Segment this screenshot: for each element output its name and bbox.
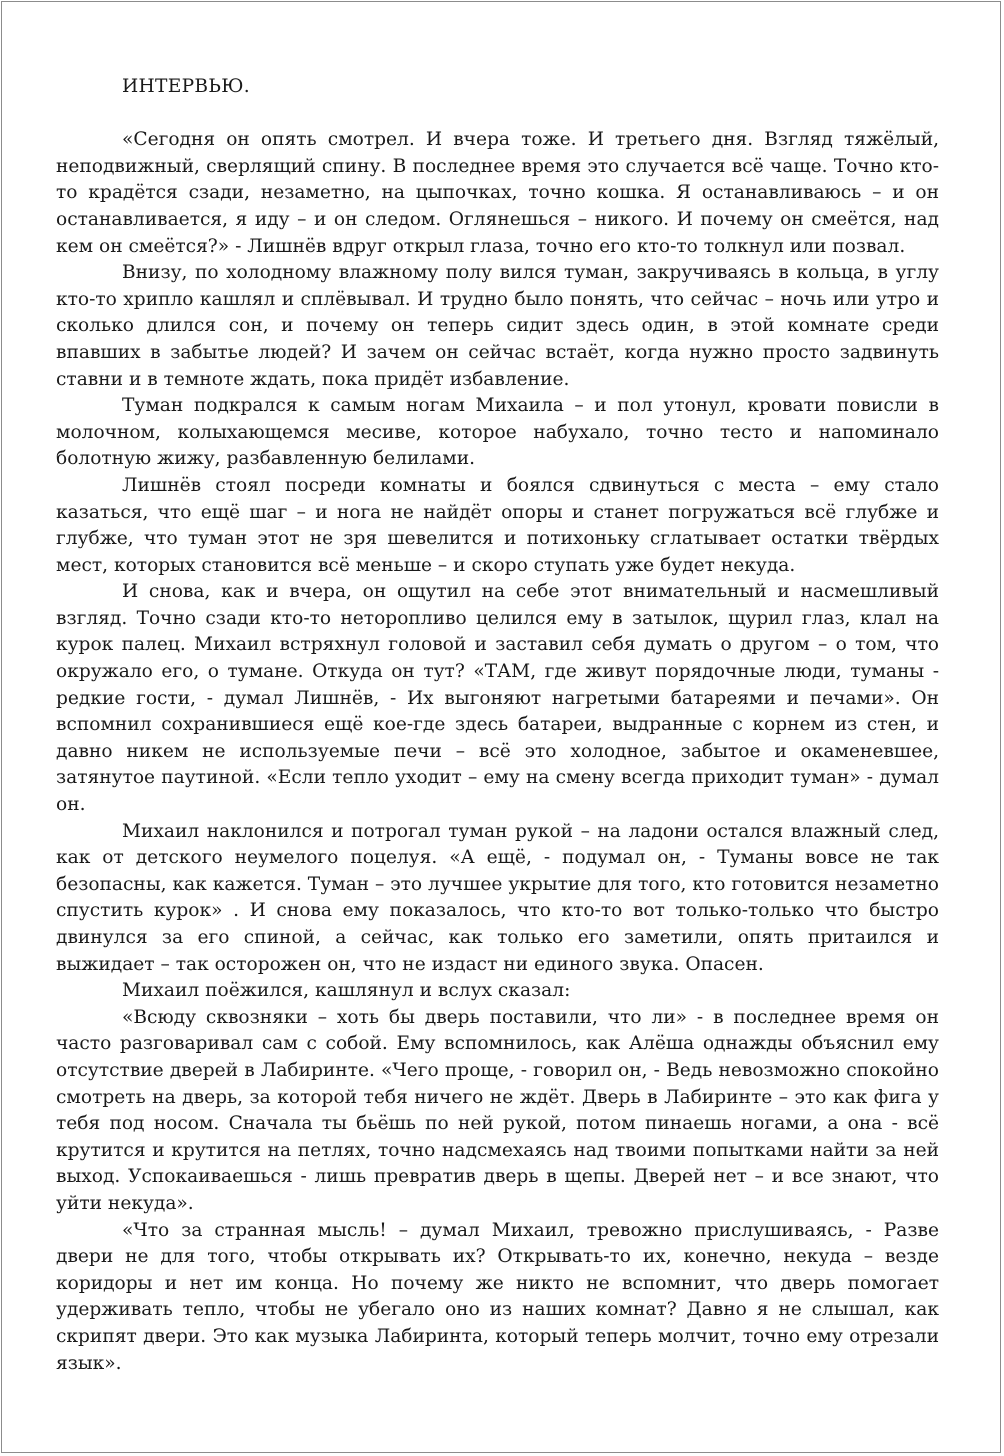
document-page (1, 1, 1001, 1453)
paragraph-8: «Всюду сквозняки – хоть бы дверь поставили, что ли» - в последнее время он часто разговаривал сам с собой. Ему вспомнилось, как Алёша однажды объяснил ему отсутствие дверей в Лабиринте. «Чего проще, - говорил он, - Ведь невозможно спокойно смотреть на дверь, за которой тебя ничего не ждёт. Дверь в Лабиринте – это как фига у тебя под носом. Сначала ты бьёшь по ней рукой, потом пинаешь ногами, а она - всё крутится и крутится на петлях, точно надсмехаясь над твоими попытками найти за ней выход. Успокаиваешься - лишь превратив дверь в щепы. Дверей нет – и все знают, что уйти некуда». (56, 1006, 939, 1214)
title-spacer (56, 101, 939, 128)
paragraph-2: Внизу, по холодному влажному полу вился туман, закручиваясь в кольца, в углу кто-то хрипло кашлял и сплёвывал. И трудно было понять, что сейчас – ночь или утро и сколько длился сон, и почему он теперь сидит здесь один, в этой комнате среди впавших в забытье людей? И зачем он сейчас встаёт, когда нужно просто задвинуть ставни и в темноте ждать, пока придёт избавление. (56, 262, 939, 390)
document-body (56, 74, 939, 1377)
paragraph-4: Лишнёв стоял посреди комнаты и боялся сдвинуться с места – ему стало казаться, что ещё шаг – и нога не найдёт опоры и станет погружаться всё глубже и глубже, что туман этот не зря шевелится и потихоньку сглатывает остатки твёрдых мест, которых становится всё меньше – и скоро ступать уже будет некуда. (56, 474, 939, 576)
paragraph-1: «Сегодня он опять смотрел. И вчера тоже. И третьего дня. Взгляд тяжёлый, неподвижный, сверлящий спину. В последнее время это случается всё чаще. Точно кто-то крадётся сзади, незаметно, на цыпочках, точно кошка. Я останавливаюсь – и он останавливается, я иду – и он следом. Оглянешься – никого. И почему он смеётся, над кем он смеётся?» - Лишнёв вдруг открыл глаза, точно его кто-то толкнул или позвал. (56, 129, 939, 257)
document-title: ИНТЕРВЬЮ. (122, 76, 250, 97)
paragraph-3: Туман подкрался к самым ногам Михаила – и пол утонул, кровати повисли в молочном, колыхающемся месиве, которое набухало, точно тесто и напоминало болотную жижу, разбавленную белилами. (56, 395, 939, 470)
paragraph-9: «Что за странная мысль! – думал Михаил, тревожно прислушиваясь, - Разве двери не для того, чтобы открывать их? Открывать-то их, конечно, некуда – везде коридоры и нет им конца. Но почему же никто не вспомнит, что дверь помогает удерживать тепло, чтобы не убегало оно из наших комнат? Давно я не слышал, как скрипят двери. Это как музыка Лабиринта, который теперь молчит, точно ему отрезали язык». (56, 1219, 939, 1374)
paragraph-5: И снова, как и вчера, он ощутил на себе этот внимательный и насмешливый взгляд. Точно сзади кто-то неторопливо целился ему в затылок, щурил глаз, клал на курок палец. Михаил встряхнул головой и заставил себя думать о другом – о том, что окружало его, о тумане. Откуда он тут? «ТАМ, где живут порядочные люди, туманы - редкие гости, - думал Лишнёв, - Их выгоняют нагретыми батареями и печами». Он вспомнил сохранившиеся ещё кое-где здесь батареи, выдранные с корнем из стен, и давно никем не используемые печи – всё это холодное, забытое и окаменевшее, затянутое паутиной. «Если тепло уходит – ему на смену всегда приходит туман» - думал он. (56, 581, 939, 816)
paragraph-7: Михаил поёжился, кашлянул и вслух сказал: (122, 980, 571, 1002)
paragraph-6: Михаил наклонился и потрогал туман рукой – на ладони остался влажный след, как от детского неумелого поцелуя. «А ещё, - подумал он, - Туманы вовсе не так безопасны, как кажется. Туман – это лучшее укрытие для того, кто готовится незаметно спустить курок» . И снова ему показалось, что кто-то вот только-только что быстро двинулся за его спиной, а сейчас, как только его заметили, опять притаился и выжидает – так осторожен он, что не издаст ни единого звука. Опасен. (56, 820, 939, 975)
